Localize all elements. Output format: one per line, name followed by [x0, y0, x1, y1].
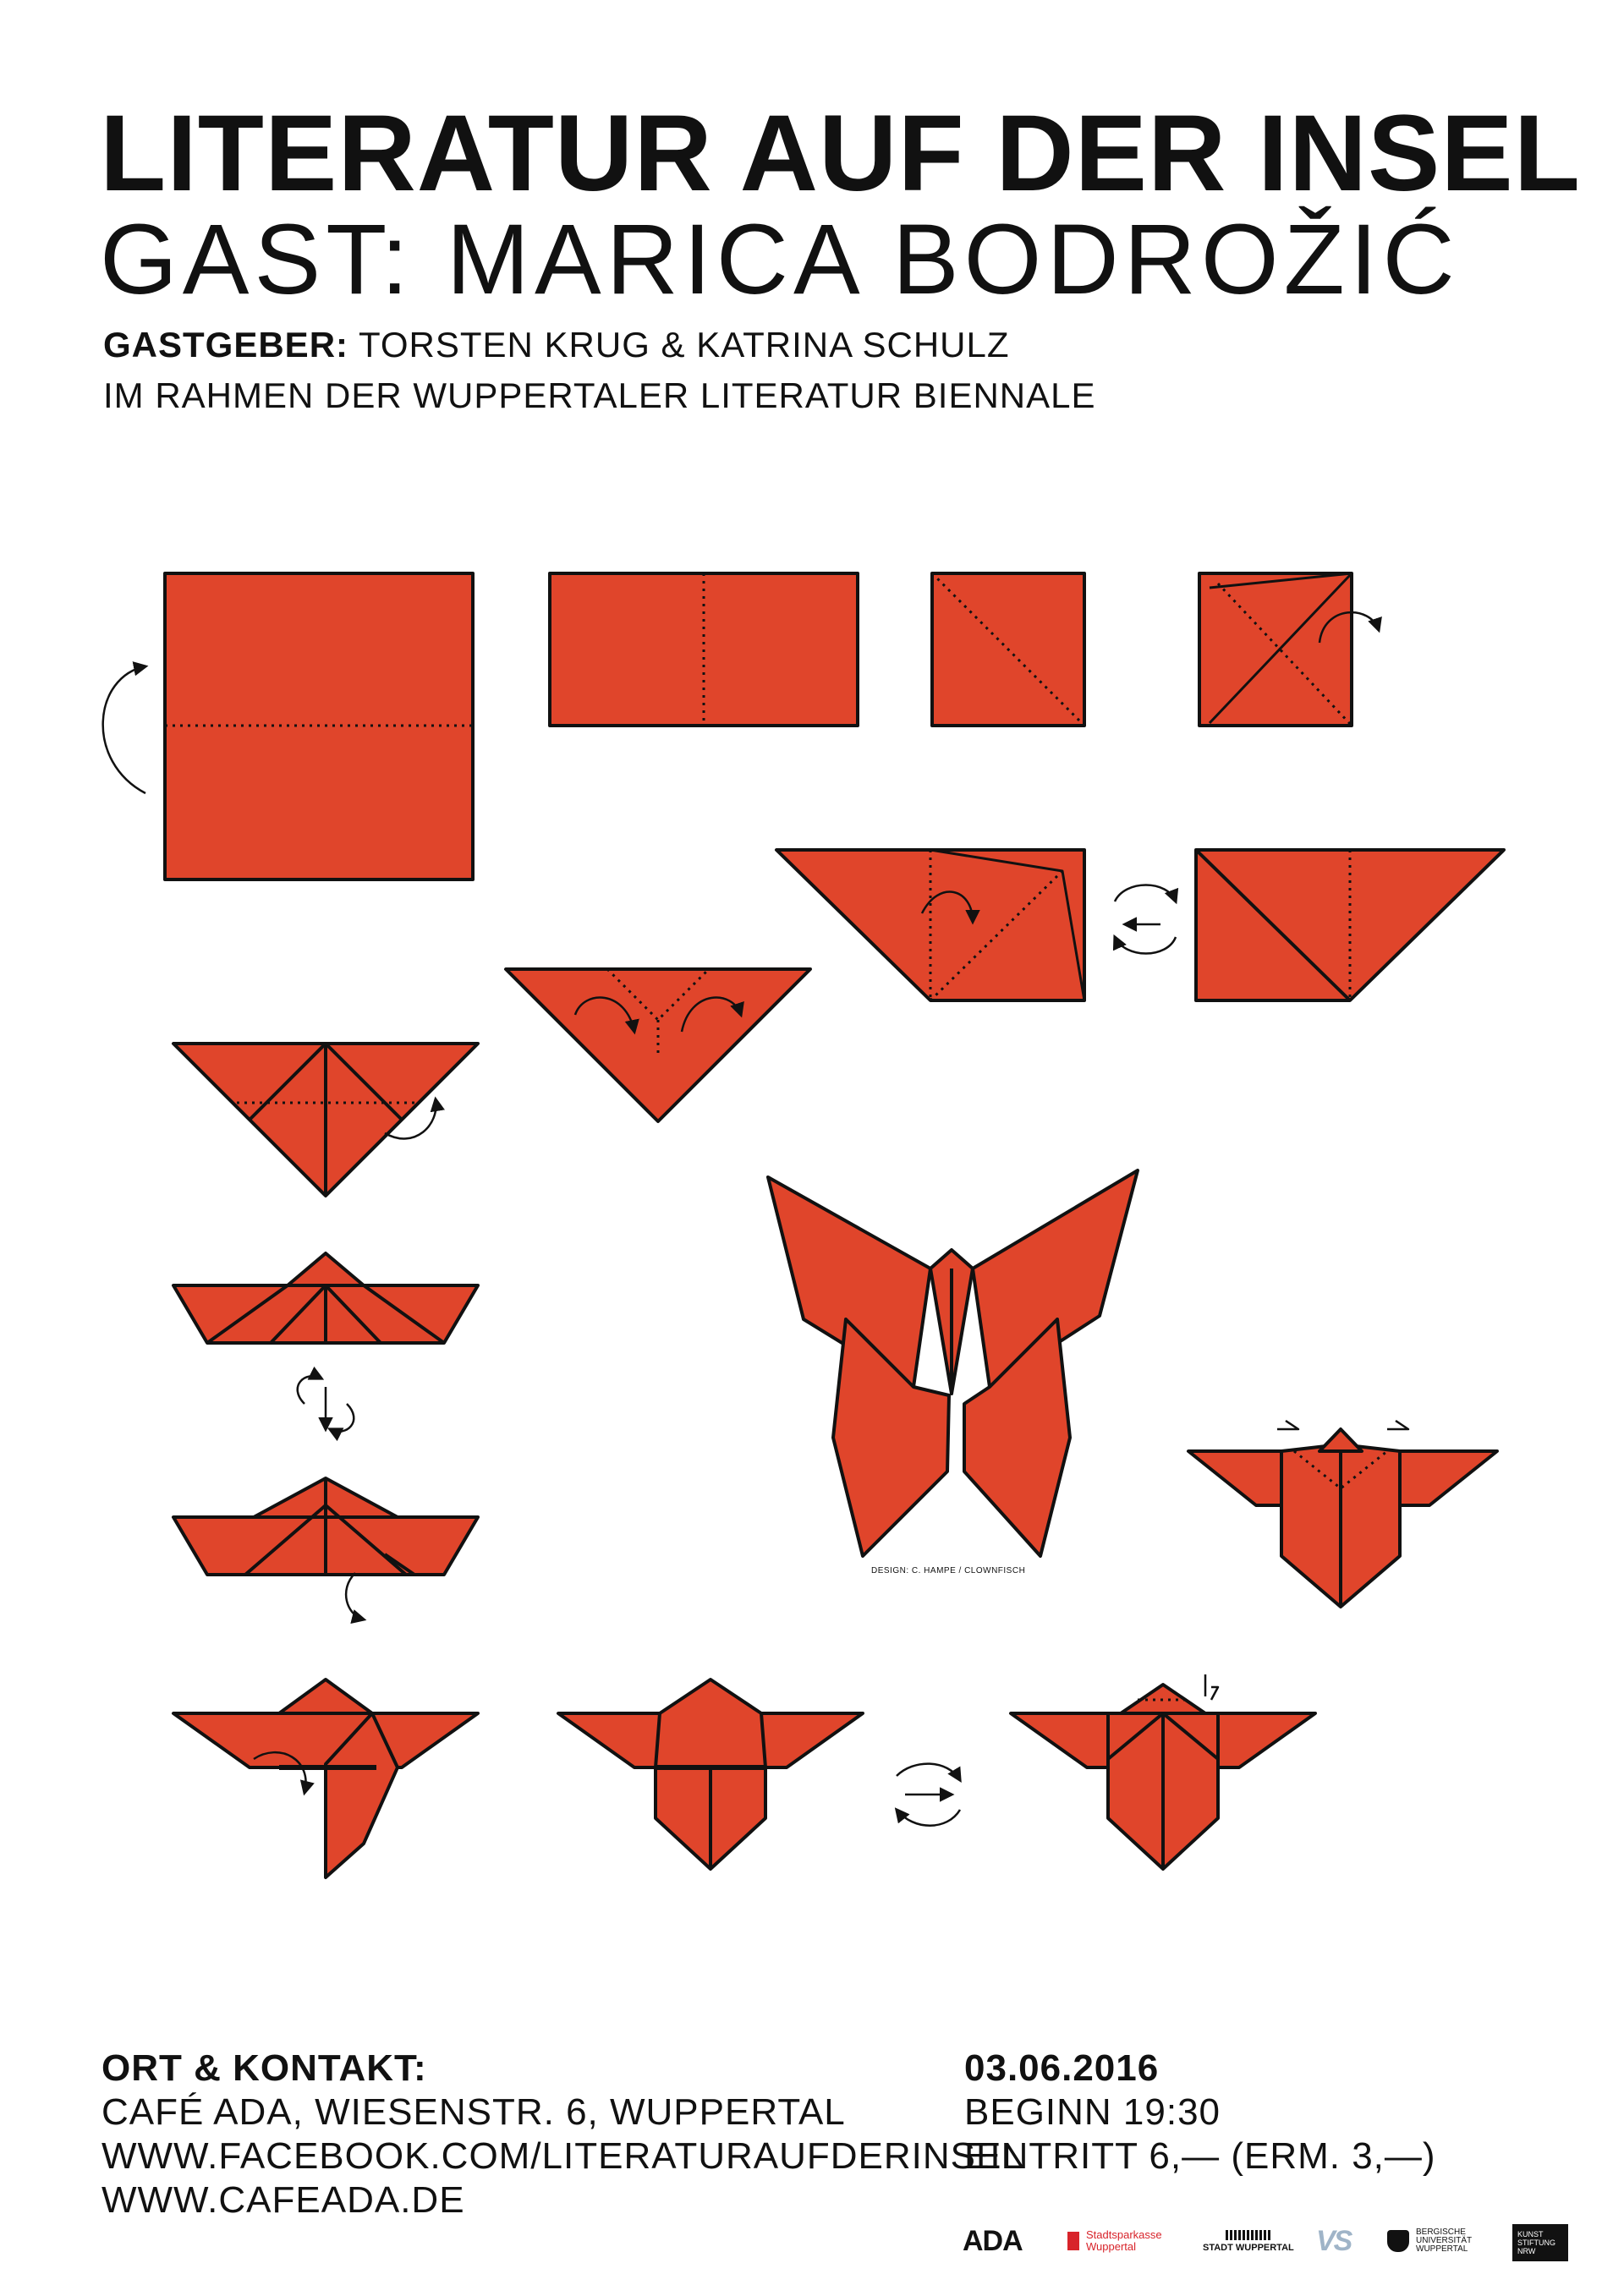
university-line3: WUPPERTAL [1416, 2244, 1468, 2254]
vs-logo: VS [1316, 2224, 1352, 2257]
sparkasse-name: Stadtsparkasse [1086, 2228, 1162, 2241]
hosts-line [103, 325, 1010, 365]
stadt-wuppertal-text: STADT WUPPERTAL [1203, 2242, 1294, 2253]
origami-diagram [0, 507, 1624, 2047]
step-10-boat [173, 1478, 478, 1619]
step-3-small-square [932, 573, 1084, 726]
stadt-wuppertal-icon [1226, 2230, 1271, 2240]
finished-butterfly [768, 1170, 1138, 1556]
design-credit: DESIGN: C. HAMPE / CLOWNFISCH [871, 1566, 1026, 1575]
entry-fee: EINTRITT 6,— (ERM. 3,—) [964, 2135, 1436, 2177]
step-7-triangle [506, 969, 810, 1121]
step-5-triangle [1196, 850, 1504, 1000]
step-12-fold [558, 1680, 863, 1869]
university-crest-icon [1387, 2230, 1409, 2252]
university-line2: UNIVERSITÄT [1416, 2236, 1473, 2245]
ada-logo: ADA [963, 2224, 1023, 2257]
kunststiftung-logo [1512, 2224, 1568, 2261]
step-13-fold [1011, 1674, 1315, 1869]
start-time: BEGINN 19:30 [964, 2091, 1221, 2133]
step-2-rectangle [550, 573, 858, 726]
kunst-line1: KUNST [1517, 2230, 1544, 2238]
kunst-line3: NRW [1517, 2247, 1536, 2255]
university-line1: BERGISCHE [1416, 2228, 1466, 2237]
hosts-names: TORSTEN KRUG & KATRINA SCHULZ [358, 325, 1010, 364]
step-8-triangle [173, 1044, 478, 1196]
sparkasse-icon [1067, 2232, 1079, 2250]
guest-name: GAST: MARICA BODROŽIĆ [100, 204, 1460, 315]
hosts-label: GASTGEBER: [103, 325, 349, 364]
step-6-triangle-fold [776, 850, 1084, 1000]
flip-arrow [897, 1764, 960, 1826]
sparkasse-city: Wuppertal [1086, 2240, 1137, 2253]
facebook-link[interactable]: WWW.FACEBOOK.COM/LITERATURAUFDERINSEL [102, 2135, 1023, 2177]
step-1-square [103, 573, 473, 879]
address: CAFÉ ADA, WIESENSTR. 6, WUPPERTAL [102, 2091, 846, 2133]
website-link[interactable]: WWW.CAFEADA.DE [102, 2179, 465, 2221]
step-11-fold [173, 1680, 478, 1877]
poster-title: LITERATUR AUF DER INSEL [100, 93, 1581, 214]
context-line: IM RAHMEN DER WUPPERTALER LITERATUR BIENNALE [103, 375, 1096, 415]
kunst-line2: STIFTUNG [1517, 2238, 1555, 2247]
step-14-fold [1188, 1421, 1497, 1607]
university-logo [1387, 2224, 1472, 2258]
step-9-boat [173, 1253, 478, 1343]
flip-arrow [298, 1376, 354, 1431]
location-heading: ORT & KONTAKT: [102, 2047, 427, 2089]
step-4-square-fold [1199, 573, 1379, 726]
event-date: 03.06.2016 [964, 2047, 1160, 2089]
flip-arrow [1115, 885, 1176, 954]
stadt-wuppertal-logo [1203, 2224, 1294, 2258]
sparkasse-logo [1067, 2224, 1162, 2258]
